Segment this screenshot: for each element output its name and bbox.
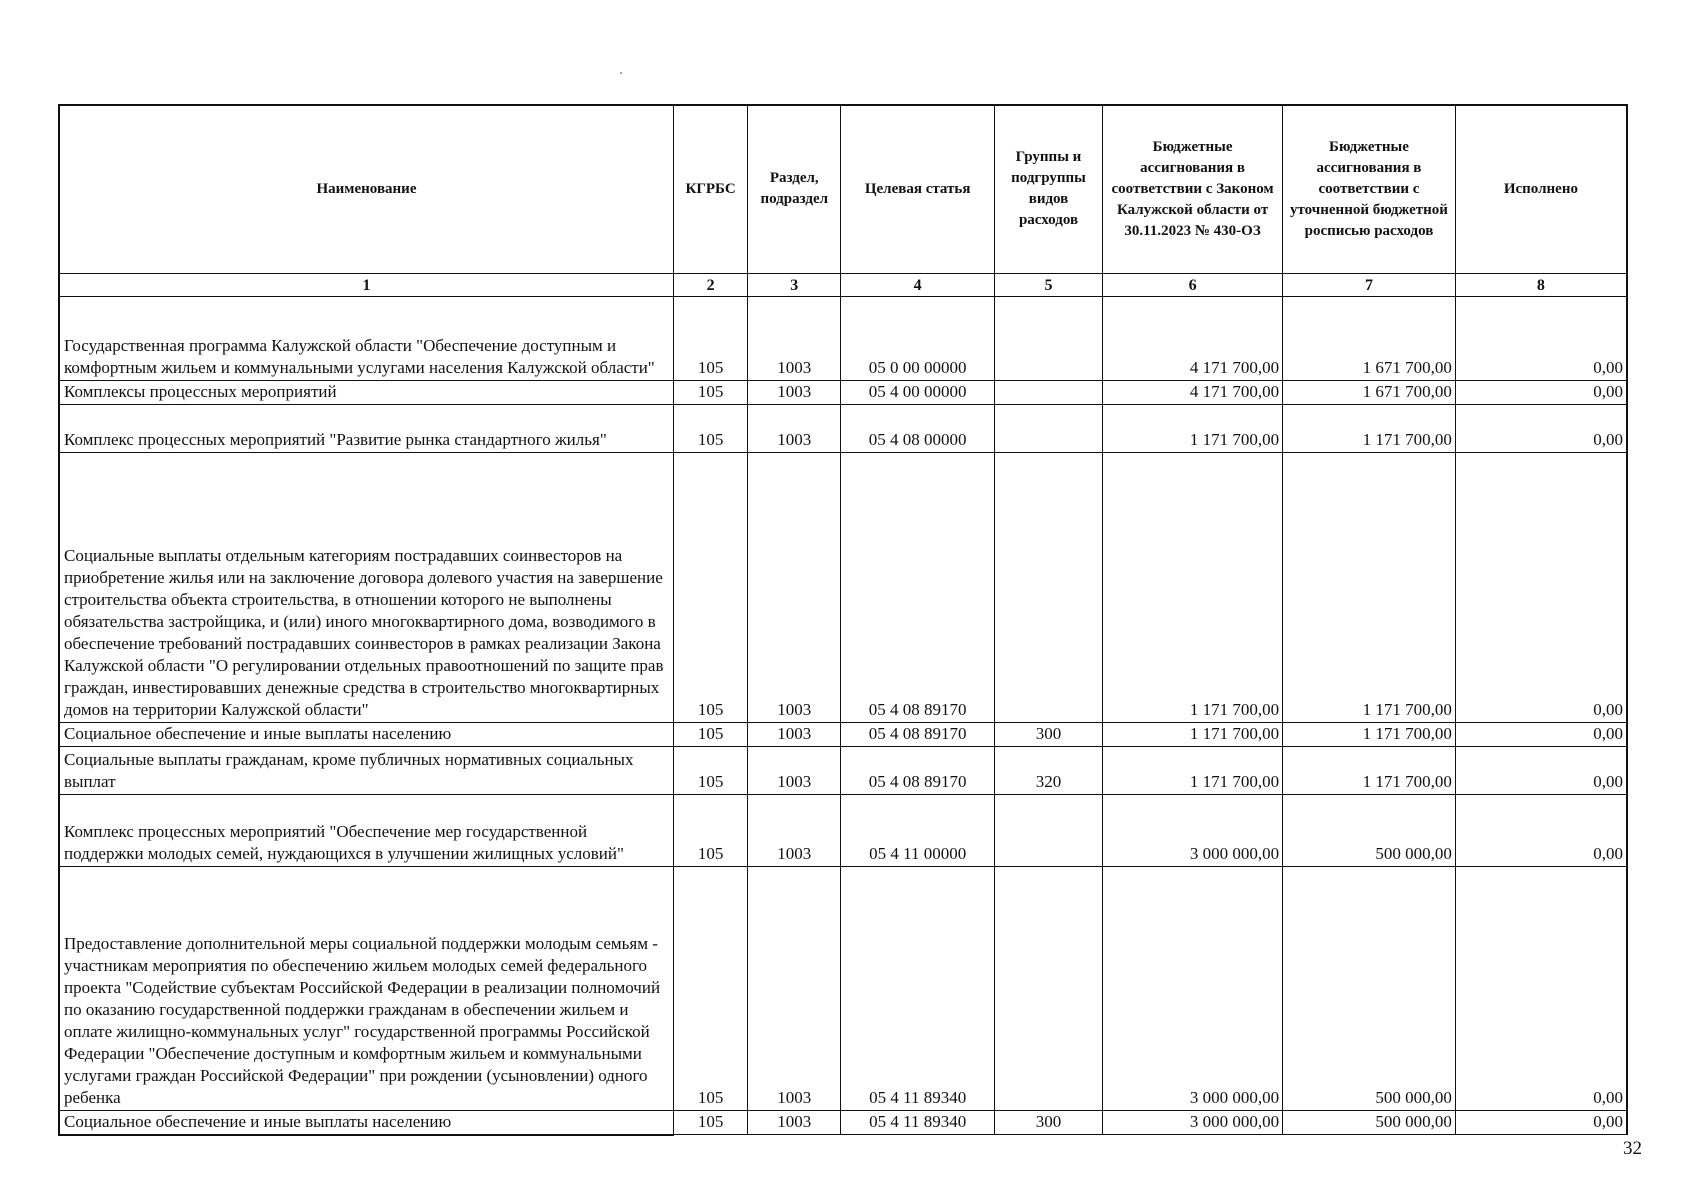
header-law: Бюджетные ассигнования в соответствии с Законом Калужской области от 30.11.2023 № 430-ОЗ (1103, 105, 1283, 273)
budget-table (58, 104, 1628, 1136)
row-rospis-amount: 500 000,00 (1283, 794, 1456, 866)
row-name: Предоставление дополнительной меры социальной поддержки молодым семьям - участникам мероприятия по обеспечению жильем молодых семей федерального проекта "Содействие субъектам Российской Федерации в реализации полномочий по оказанию государственной поддержки гражданам в обеспечении жильем и оплате жилищно-коммунальных услуг" государственной программы Российской Федерации "Обеспечение доступным и комфортным жильем и коммунальными услугами граждан Российской Федерации" при рождении (усыновлении) одного ребенка (59, 866, 673, 1110)
row-gruppa (994, 794, 1102, 866)
row-law-amount: 3 000 000,00 (1103, 1110, 1283, 1135)
row-name: Комплексы процессных мероприятий (59, 380, 673, 404)
row-kgrbs: 105 (673, 296, 747, 380)
row-celevaya: 05 0 00 00000 (841, 296, 995, 380)
row-name: Социальное обеспечение и иные выплаты населению (59, 1110, 673, 1135)
row-name: Государственная программа Калужской области "Обеспечение доступным и комфортным жильем и коммунальными услугами населения Калужской области" (59, 296, 673, 380)
row-gruppa (994, 452, 1102, 722)
row-name: Социальное обеспечение и иные выплаты населению (59, 722, 673, 746)
row-rospis-amount: 1 171 700,00 (1283, 452, 1456, 722)
row-law-amount: 4 171 700,00 (1103, 380, 1283, 404)
row-kgrbs: 105 (673, 404, 747, 452)
header-row (59, 105, 1627, 273)
header-kgrbs: КГРБС (673, 105, 747, 273)
table-row (59, 452, 1627, 722)
table-row (59, 1110, 1627, 1135)
table-row (59, 404, 1627, 452)
row-celevaya: 05 4 08 89170 (841, 452, 995, 722)
row-razdel: 1003 (748, 452, 841, 722)
row-ispolneno-amount: 0,00 (1455, 380, 1627, 404)
row-razdel: 1003 (748, 1110, 841, 1135)
row-ispolneno-amount: 0,00 (1455, 404, 1627, 452)
row-gruppa: 300 (994, 1110, 1102, 1135)
column-number: 3 (748, 273, 841, 296)
row-kgrbs: 105 (673, 452, 747, 722)
header-gruppa: Группы и подгруппы видов расходов (994, 105, 1102, 273)
row-celevaya: 05 4 00 00000 (841, 380, 995, 404)
row-ispolneno-amount: 0,00 (1455, 746, 1627, 794)
row-ispolneno-amount: 0,00 (1455, 722, 1627, 746)
row-celevaya: 05 4 08 89170 (841, 722, 995, 746)
column-number: 6 (1103, 273, 1283, 296)
row-ispolneno-amount: 0,00 (1455, 1110, 1627, 1135)
column-number-row (59, 273, 1627, 296)
row-celevaya: 05 4 11 89340 (841, 866, 995, 1110)
row-name: Комплекс процессных мероприятий "Обеспечение мер государственной поддержки молодых семей, нуждающихся в улучшении жилищных условий" (59, 794, 673, 866)
row-law-amount: 3 000 000,00 (1103, 866, 1283, 1110)
row-kgrbs: 105 (673, 1110, 747, 1135)
row-razdel: 1003 (748, 380, 841, 404)
row-rospis-amount: 1 671 700,00 (1283, 380, 1456, 404)
row-ispolneno-amount: 0,00 (1455, 866, 1627, 1110)
row-law-amount: 1 171 700,00 (1103, 746, 1283, 794)
row-rospis-amount: 1 171 700,00 (1283, 722, 1456, 746)
row-kgrbs: 105 (673, 866, 747, 1110)
column-number: 2 (673, 273, 747, 296)
table-row (59, 794, 1627, 866)
row-gruppa (994, 296, 1102, 380)
row-ispolneno-amount: 0,00 (1455, 296, 1627, 380)
row-gruppa (994, 380, 1102, 404)
row-rospis-amount: 500 000,00 (1283, 1110, 1456, 1135)
row-celevaya: 05 4 11 89340 (841, 1110, 995, 1135)
row-law-amount: 4 171 700,00 (1103, 296, 1283, 380)
table-row (59, 746, 1627, 794)
header-ispolneno: Исполнено (1455, 105, 1627, 273)
header-razdel: Раздел, подраздел (748, 105, 841, 273)
header-rospis: Бюджетные ассигнования в соответствии с уточненной бюджетной росписью расходов (1283, 105, 1456, 273)
row-celevaya: 05 4 08 89170 (841, 746, 995, 794)
scan-speck (620, 72, 622, 74)
row-razdel: 1003 (748, 404, 841, 452)
row-celevaya: 05 4 08 00000 (841, 404, 995, 452)
row-rospis-amount: 500 000,00 (1283, 866, 1456, 1110)
row-gruppa (994, 404, 1102, 452)
row-law-amount: 3 000 000,00 (1103, 794, 1283, 866)
column-number: 7 (1283, 273, 1456, 296)
row-razdel: 1003 (748, 746, 841, 794)
table-row (59, 380, 1627, 404)
row-kgrbs: 105 (673, 722, 747, 746)
row-law-amount: 1 171 700,00 (1103, 404, 1283, 452)
row-gruppa: 300 (994, 722, 1102, 746)
row-law-amount: 1 171 700,00 (1103, 722, 1283, 746)
row-razdel: 1003 (748, 296, 841, 380)
row-kgrbs: 105 (673, 794, 747, 866)
row-celevaya: 05 4 11 00000 (841, 794, 995, 866)
row-rospis-amount: 1 171 700,00 (1283, 746, 1456, 794)
row-razdel: 1003 (748, 866, 841, 1110)
table-row (59, 296, 1627, 380)
header-celevaya: Целевая статья (841, 105, 995, 273)
row-rospis-amount: 1 171 700,00 (1283, 404, 1456, 452)
row-gruppa: 320 (994, 746, 1102, 794)
column-number: 4 (841, 273, 995, 296)
page-number: 32 (1623, 1138, 1642, 1159)
column-number: 1 (59, 273, 673, 296)
row-kgrbs: 105 (673, 380, 747, 404)
header-name: Наименование (59, 105, 673, 273)
column-number: 5 (994, 273, 1102, 296)
row-razdel: 1003 (748, 722, 841, 746)
row-razdel: 1003 (748, 794, 841, 866)
row-gruppa (994, 866, 1102, 1110)
row-kgrbs: 105 (673, 746, 747, 794)
row-name: Комплекс процессных мероприятий "Развитие рынка стандартного жилья" (59, 404, 673, 452)
table-row (59, 866, 1627, 1110)
row-name: Социальные выплаты отдельным категориям пострадавших соинвесторов на приобретение жилья или на заключение договора долевого участия на завершение строительства объекта строительства, в отношении которого не выполнены обязательства застройщика, и (или) иного многоквартирного дома, возводимого в обеспечение требований пострадавших соинвесторов в рамках реализации Закона Калужской области "О регулировании отдельных правоотношений по защите прав граждан, инвестировавших денежные средства в строительство многоквартирных домов на территории Калужской области" (59, 452, 673, 722)
row-rospis-amount: 1 671 700,00 (1283, 296, 1456, 380)
row-ispolneno-amount: 0,00 (1455, 794, 1627, 866)
row-name: Социальные выплаты гражданам, кроме публичных нормативных социальных выплат (59, 746, 673, 794)
column-number: 8 (1455, 273, 1627, 296)
row-ispolneno-amount: 0,00 (1455, 452, 1627, 722)
budget-table-container (58, 104, 1628, 1136)
table-row (59, 722, 1627, 746)
row-law-amount: 1 171 700,00 (1103, 452, 1283, 722)
